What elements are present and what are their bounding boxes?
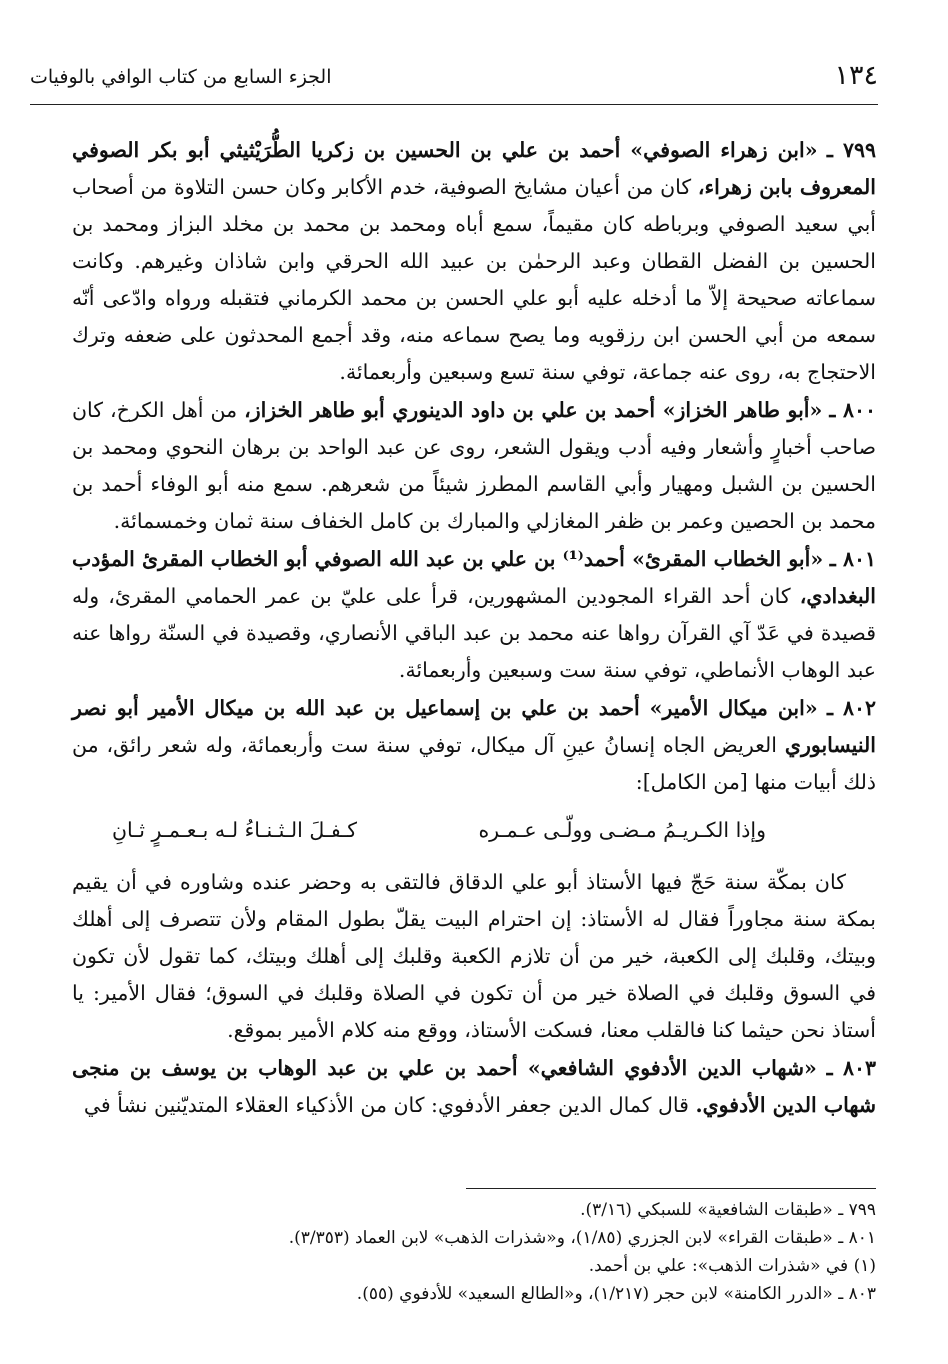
page-number: ١٣٤	[834, 60, 878, 91]
entry-title: «أبو طاهر الخزاز» أحمد بن علي بن داود الدينوري أبو طاهر الخزاز،	[244, 398, 823, 422]
entry-text: قال كمال الدين جعفر الأدفوي: كان من الأذكياء العقلاء المتديّنين نشأ في	[83, 1093, 689, 1117]
entry-text: من أهل الكرخ، كان صاحب أخبارٍ وأشعار وفيه أدب ويقول الشعر، روى عن عبد الواحد بن برهان النحوي ومحمد بن الحسين بن الشبل ومهيار وأبي القاسم المطرز شيئاً من شعرهم. سمع منه أبو الوفاء أحمد بن محمد بن الحصين وعمر بن ظفر المغازلي والمبارك بن كامل الخفاف سنة ثمان وخمسمائة.	[72, 398, 876, 533]
entry-799	[72, 132, 876, 391]
entry-number: ٨٠٠ ـ	[829, 398, 876, 422]
entry-title: «شهاب الدين الأدفوي الشافعي» أحمد بن علي بن عبد الوهاب بن يوسف بن منجى شهاب الدين الأدفوي.	[72, 1056, 876, 1117]
entry-number: ٨٠١ ـ	[829, 547, 877, 571]
page-header	[30, 58, 878, 105]
entry-paragraph: كان بمكّة سنة حَجّ فيها الأستاذ أبو علي الدقاق فالتقى به وحضر عنده وشاوره في أن يقيم بمكة سنة مجاوراً فقال له الأستاذ: إن احترام البيت يقلّ بطول المقام ولأن تتصرف إلى أهلك وبيتك، وقلبك إلى الكعبة، خير من أن تلازم الكعبة وقلبك إلى أهلك وبيتك، كما تقول لأن تكون في السوق وقلبك في الصلاة خير من أن تكون في الصلاة وقلبك في السوق؛ فقال الأمير: يا أستاذ نحن حيثما كنا فالقلب معنا، فسكت الأستاذ، ووقع منه كلام الأمير بموقع.	[72, 870, 876, 1042]
footnotes	[72, 1196, 876, 1308]
entry-801	[72, 541, 876, 689]
running-title: الجزء السابع من كتاب الوافي بالوفيات	[30, 66, 332, 88]
entry-text: العريض الجاه إنسانُ عينِ آل ميكال، توفي سنة ست وأربعمائة، وله شعر رائق، من ذلك أبيات منها [من الكامل]:	[72, 733, 876, 794]
entry-800	[72, 392, 876, 540]
entry-number: ٨٠٣ ـ	[826, 1056, 876, 1080]
entry-803	[72, 1050, 876, 1124]
entry-text: كان أحد القراء المجودين المشهورين، قرأ على عليّ بن عمر الحمامي المقرئ، وله قصيدة في عَدّ آي القرآن رواها عنه محمد بن عبد الباقي الأنصاري، وقصيدة في السنّة رواها عنه عبد الوهاب الأنماطي، توفي سنة ست وسبعين وأربعمائة.	[72, 584, 876, 682]
entry-title: «ابن زهراء الصوفي» أحمد بن علي بن الحسين بن زكريا الطُّرَيْثيثي أبو بكر الصوفي المعروف بابن زهراء،	[72, 138, 876, 199]
entry-802	[72, 690, 876, 801]
verse-first-hemistich: وإذا الكـريـمُ مـضـى وولّـى عـمـره	[478, 818, 766, 842]
entry-number: ٧٩٩ ـ	[826, 138, 876, 162]
entry-number: ٨٠٢ ـ	[826, 696, 876, 720]
footnote: ٨٠١ ـ «طبقات القراء» لابن الجزري (١/٨٥)، و«شذرات الذهب» لابن العماد (٣/٣٥٣).	[288, 1228, 876, 1248]
poem-verse	[72, 802, 876, 858]
entry-title: «أبو الخطاب المقرئ» أحمد⁽¹⁾ بن علي بن عبد الله الصوفي أبو الخطاب المقرئ المؤدب البغدادي،	[72, 547, 876, 608]
footnote: (١) في «شذرات الذهب»: علي بن أحمد.	[588, 1256, 876, 1276]
entry-text: كان من أعيان مشايخ الصوفية، خدم الأكابر وكان حسن التلاوة من أصحاب أبي سعيد الصوفي وبرباطه كان مقيماً، سمع أباه ومحمد بن محمد بن مخلد البزاز ومحمد بن الحسين بن الفضل القطان وعبد الرحمٰن بن عبيد الله الحرقي وابن شاذان وغيرهم. وكانت سماعاته صحيحة إلاّ ما أدخله عليه أبو علي الحسن بن محمد الكرماني فتقبله ورواه وادّعى أنّه سمعه من أبي الحسن ابن رزقويه وما يصح سماعه منه، وقد أجمع المحدثون على ضعفه وترك الاحتجاج به، روى عنه جماعة، توفي سنة تسع وسبعين وأربعمائة.	[72, 175, 876, 384]
entry-title: «ابن ميكال الأمير» أحمد بن علي بن إسماعيل بن عبد الله بن ميكال الأمير أبو نصر النيسابوري	[72, 696, 876, 757]
main-text	[72, 132, 876, 1125]
footnote: ٧٩٩ ـ «طبقات الشافعية» للسبكي (٣/١٦).	[580, 1200, 876, 1220]
footnote: ٨٠٣ ـ «الدرر الكامنة» لابن حجر (١/٢١٧)، و«الطالع السعيد» للأدفوي (٥٥).	[356, 1284, 876, 1304]
verse-second-hemistich: كـفـلَ الـثـنـاءُ لـه بـعـمـرٍ ثـانِ	[112, 818, 357, 842]
footnote-separator	[466, 1188, 876, 1189]
